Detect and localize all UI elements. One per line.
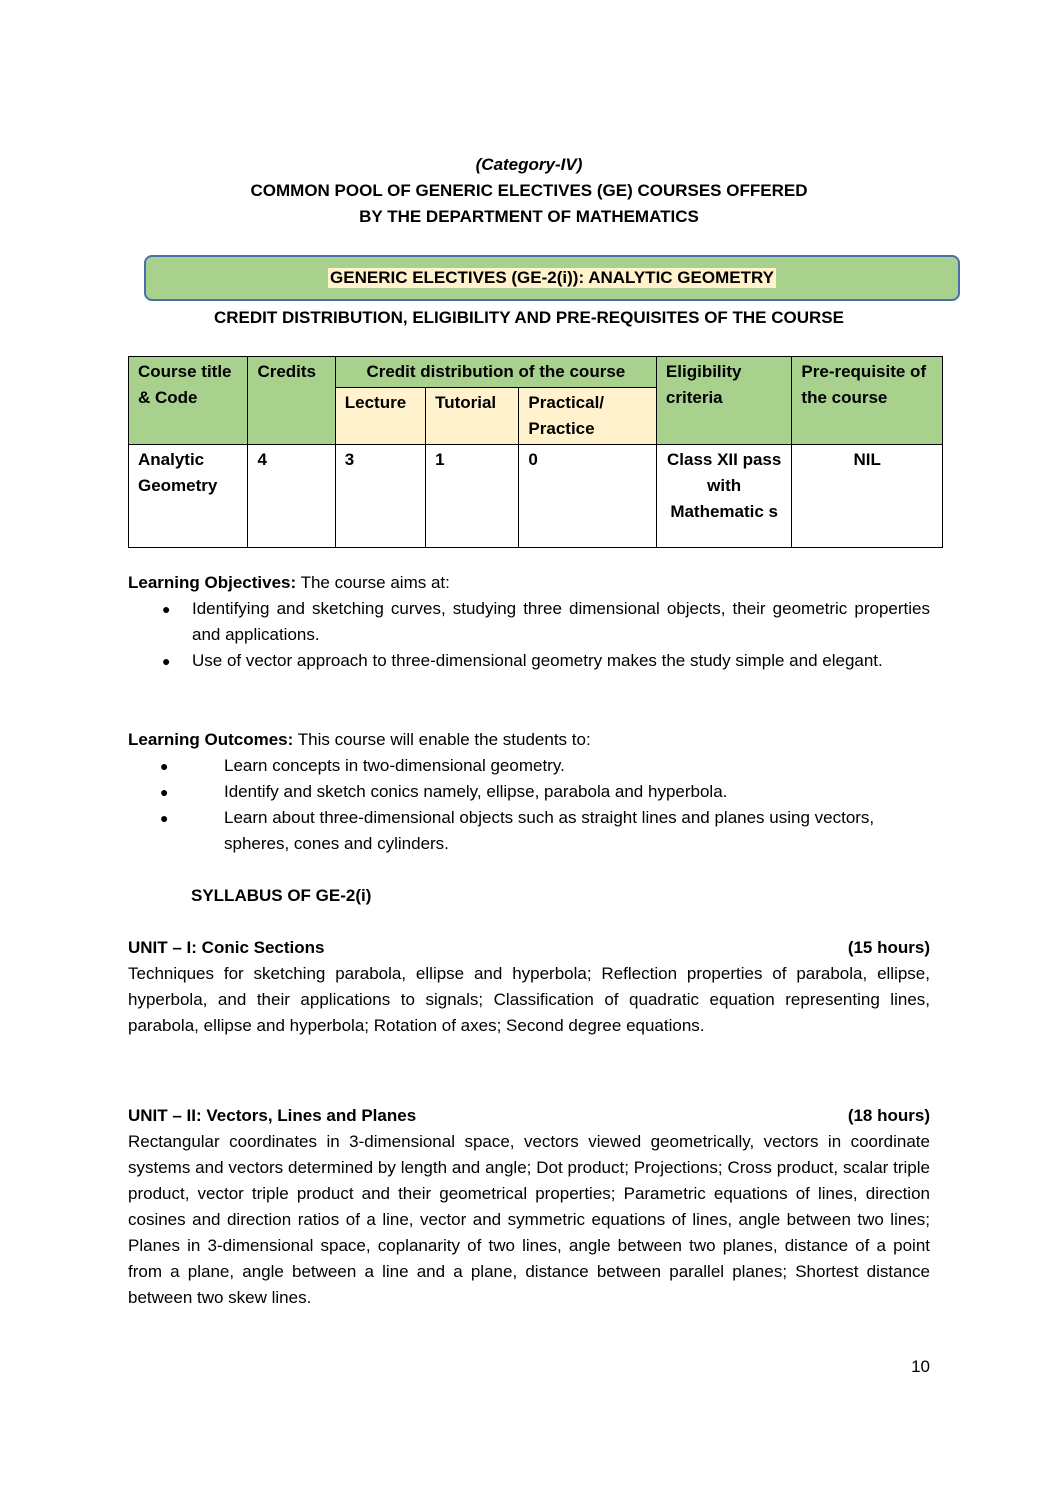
header-lecture: Lecture: [335, 388, 425, 445]
credit-subheading: CREDIT DISTRIBUTION, ELIGIBILITY AND PRE-REQUISITES OF THE COURSE: [214, 308, 844, 327]
unit-2-text: Rectangular coordinates in 3-dimensional space, vectors viewed geometrically, vectors in coordinate systems and vectors determined by length and angle; Dot product; Projections; Cross product, scalar triple product, vector triple product and their geometrical properties; Parametric equations of lines, direction cosines and direction ratios of a line, vector and symmetric equations of lines, angle between two lines; Planes in 3-dimensional space, coplanarity of two lines, angle between two planes, distance of a point from a plane, angle between a line and a plane, distance between parallel planes; Shortest distance between two skew lines.: [128, 1132, 930, 1307]
cell-lecture: 3: [335, 445, 425, 548]
list-item: ● Learn about three-dimensional objects such as straight lines and planes using vectors, spheres, cones and cylinders.: [128, 805, 930, 857]
syllabus-title: SYLLABUS OF GE-2(i): [191, 886, 372, 905]
header-practical: Practical/ Practice: [519, 388, 657, 445]
cell-course: Analytic Geometry: [129, 445, 248, 548]
header-line-2: BY THE DEPARTMENT OF MATHEMATICS: [359, 207, 699, 226]
bullet-icon: ●: [162, 601, 171, 617]
cell-tutorial: 1: [426, 445, 519, 548]
bullet-icon: ●: [162, 653, 171, 669]
outcomes-label: Learning Outcomes:: [128, 730, 294, 749]
list-item: ● Identifying and sketching curves, studying three dimensional objects, their geometric properties and applications.: [128, 596, 930, 648]
outcomes-intro: This course will enable the students to:: [293, 730, 591, 749]
header-tutorial: Tutorial: [426, 388, 519, 445]
unit-2-hours: (18 hours): [847, 1106, 930, 1125]
category-label: (Category-IV): [475, 155, 583, 174]
header-credit-distribution: Credit distribution of the course: [335, 357, 656, 388]
header-eligibility: Eligibility criteria: [656, 357, 791, 445]
list-item: ● Identify and sketch conics namely, ellipse, parabola and hyperbola.: [128, 779, 930, 805]
bullet-icon: ●: [160, 784, 169, 800]
unit-1-text: Techniques for sketching parabola, ellipse and hyperbola; Reflection properties of parabola, ellipse, hyperbola, and their applications to signals; Classification of quadratic equation representing lines, parabola, ellipse and hyperbola; Rotation of axes; Second degree equations.: [128, 964, 930, 1035]
header-course-title: Course title & Code: [129, 357, 248, 445]
objectives-intro: The course aims at:: [296, 573, 450, 592]
cell-prerequisite: NIL: [792, 445, 943, 548]
unit-1: [128, 935, 930, 1039]
header-line-1: COMMON POOL OF GENERIC ELECTIVES (GE) COURSES OFFERED: [250, 181, 808, 200]
unit-2-title: UNIT – II: Vectors, Lines and Planes: [128, 1106, 417, 1125]
course-banner-title: GENERIC ELECTIVES (GE-2(i)): ANALYTIC GEOMETRY: [330, 268, 774, 287]
unit-1-hours: (15 hours): [847, 938, 930, 957]
cell-practical: 0: [519, 445, 657, 548]
unit-1-title: UNIT – I: Conic Sections: [128, 938, 325, 957]
course-banner: [144, 255, 960, 301]
objectives-label: Learning Objectives:: [128, 573, 297, 592]
credit-distribution-table: [128, 356, 943, 548]
table-header-row: [129, 357, 943, 388]
learning-outcomes: [128, 727, 930, 857]
page-number: 10: [911, 1357, 930, 1376]
cell-credits: 4: [248, 445, 335, 548]
list-item: ● Use of vector approach to three-dimensional geometry makes the study simple and elegant.: [128, 648, 930, 674]
cell-eligibility: Class XII pass with Mathematic s: [656, 445, 791, 548]
table-row: [129, 445, 943, 548]
header-credits: Credits: [248, 357, 335, 445]
bullet-icon: ●: [160, 758, 169, 774]
list-item: ● Learn concepts in two-dimensional geometry.: [128, 753, 930, 779]
unit-2: [128, 1103, 930, 1311]
learning-objectives: [128, 570, 930, 674]
header-prerequisite: Pre-requisite of the course: [792, 357, 943, 445]
bullet-icon: ●: [160, 810, 169, 826]
